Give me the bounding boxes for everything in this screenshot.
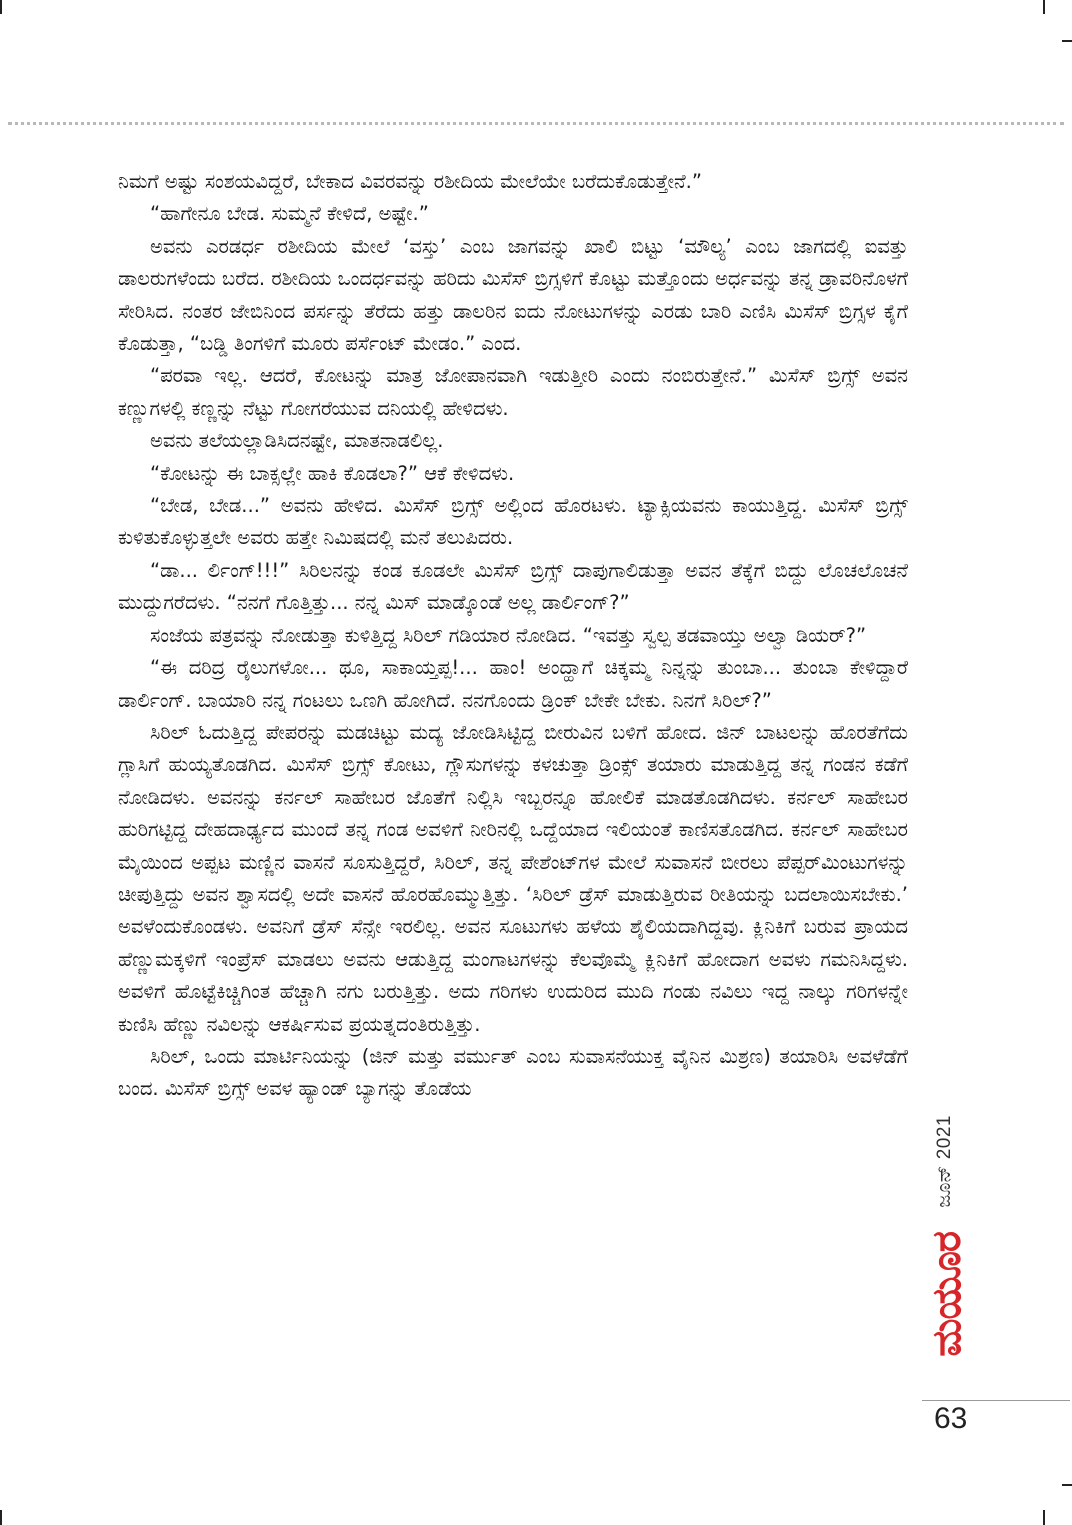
page-number-rule — [922, 1400, 1070, 1401]
magazine-logo: ಮಯೂರ — [924, 1232, 970, 1357]
paragraph: ಸಿರಿಲ್, ಒಂದು ಮಾರ್ಟಿನಿಯನ್ನು (ಜಿನ್ ಮತ್ತು ವರ್ಮುತ್ ಎಂಬ ಸುವಾಸನೆಯುಕ್ತ ವೈನಿನ ಮಿಶ್ರಣ) ತಯಾರಿಸಿ ಅವಳೆಡೆಗೆ ಬಂದ. ಮಿಸೆಸ್ ಬ್ರಿಗ್ಸ್ ಅವಳ ಹ್ಯಾಂಡ್ ಬ್ಯಾಗನ್ನು ತೊಡೆಯ — [118, 1044, 908, 1101]
paragraph: ಸಂಜೆಯ ಪತ್ರವನ್ನು ನೋಡುತ್ತಾ ಕುಳಿತ್ತಿದ್ದ ಸಿರಿಲ್ ಗಡಿಯಾರ ನೋಡಿದ. “ಇವತ್ತು ಸ್ವಲ್ಪ ತಡವಾಯ್ತು ಅಲ್ವಾ ಡಿಯರ್?” — [150, 623, 867, 647]
crop-mark-top-left — [0, 0, 2, 14]
paragraph: “ಪರವಾ ಇಲ್ಲ. ಆದರೆ, ಕೋಟನ್ನು ಮಾತ್ರ ಜೋಪಾನವಾಗಿ ಇಡುತ್ತೀರಿ ಎಂದು ನಂಬಿರುತ್ತೇನೆ.” ಮಿಸೆಸ್ ಬ್ರಿಗ್ಸ್ ಅವನ ಕಣ್ಣುಗಳಲ್ಲಿ ಕಣ್ಣನ್ನು ನೆಟ್ಟು ಗೋಗರೆಯುವ ದನಿಯಲ್ಲಿ ಹೇಳಿದಳು. — [118, 364, 908, 420]
crop-mark-right-top — [1062, 40, 1072, 42]
paragraph: ಅವನು ತಲೆಯಲ್ಲಾಡಿಸಿದನಷ್ಟೇ, ಮಾತನಾಡಲಿಲ್ಲ. — [150, 429, 444, 453]
paragraph: “ಕೋಟನ್ನು ಈ ಬಾಕ್ಸಲ್ಲೇ ಹಾಕಿ ಕೊಡಲಾ?” ಆಕೆ ಕೇಳಿದಳು. — [150, 461, 515, 485]
crop-mark-right-bottom — [1062, 1484, 1072, 1486]
dotted-separator — [8, 122, 1064, 125]
crop-mark-bottom-right — [1043, 1510, 1045, 1525]
issue-month: ಜೂನ್ 2021 — [934, 1115, 955, 1208]
crop-mark-bottom-left — [0, 1510, 2, 1525]
article-body — [118, 166, 908, 1106]
page-number: 63 — [934, 1402, 968, 1435]
paragraph: “ಹಾಗೇನೂ ಬೇಡ. ಸುಮ್ಮನೆ ಕೇಳಿದೆ, ಅಷ್ಟೇ.” — [150, 202, 429, 226]
crop-mark-top-right — [1043, 0, 1045, 14]
paragraph: “ಬೇಡ, ಬೇಡ...” ಅವನು ಹೇಳಿದ. ಮಿಸೆಸ್ ಬ್ರಿಗ್ಸ್ ಅಲ್ಲಿಂದ ಹೊರಟಳು. ಟ್ಯಾಕ್ಸಿಯವನು ಕಾಯುತ್ತಿದ್ದ. ಮಿಸೆಸ್ ಬ್ರಿಗ್ಸ್ ಕುಳಿತುಕೊಳ್ಳುತ್ತಲೇ ಅವರು ಹತ್ತೇ ನಿಮಿಷದಲ್ಲಿ ಮನೆ ತಲುಪಿದರು. — [118, 494, 908, 550]
paragraph: ಸಿರಿಲ್ ಓದುತ್ತಿದ್ದ ಪೇಪರನ್ನು ಮಡಚಿಟ್ಟು ಮದ್ಯ ಜೋಡಿಸಿಟ್ಟಿದ್ದ ಬೀರುವಿನ ಬಳಿಗೆ ಹೋದ. ಜಿನ್ ಬಾಟಲನ್ನು ಹೊರತೆಗೆದು ಗ್ಲಾಸಿಗೆ ಹುಯ್ಯತೊಡಗಿದ. ಮಿಸೆಸ್ ಬ್ರಿಗ್ಸ್ ಕೋಟು, ಗ್ಲೌಸುಗಳನ್ನು ಕಳಚುತ್ತಾ ಡ್ರಿಂಕ್ಸ್ ತಯಾರು ಮಾಡುತ್ತಿದ್ದ ತನ್ನ ಗಂಡನ ಕಡೆಗೆ ನೋಡಿದಳು. ಅವನನ್ನು ಕರ್ನಲ್ ಸಾಹೇಬರ ಜೊತೆಗೆ ನಿಲ್ಲಿಸಿ ಇಬ್ಬರನ್ನೂ ಹೋಲಿಕೆ ಮಾಡತೊಡಗಿದಳು. ಕರ್ನಲ್ ಸಾಹೇಬರ ಹುರಿಗಟ್ಟಿದ್ದ ದೇಹದಾರ್ಢ್ಯದ ಮುಂದೆ ತನ್ನ ಗಂಡ ಅವಳಿಗೆ ನೀರಿನಲ್ಲಿ ಒದ್ದೆಯಾದ ಇಲಿಯಂತೆ ಕಾಣಿಸತೊಡಗಿದ. ಕರ್ನಲ್ ಸಾಹೇಬರ ಮೈಯಿಂದ ಅಪ್ಪಟ ಮಣ್ಣಿನ ವಾಸನೆ ಸೂಸುತ್ತಿದ್ದರೆ, ಸಿರಿಲ್, ತನ್ನ ಪೇಶೆಂಟ್‌ಗಳ ಮೇಲೆ ಸುವಾಸನೆ ಬೀರಲು ಪೆಪ್ಪರ್‌ಮಿಂಟುಗಳನ್ನು ಚೀಪುತ್ತಿದ್ದು ಅವನ ಶ್ವಾಸದಲ್ಲಿ ಅದೇ ವಾಸನೆ ಹೊರಹೊಮ್ಮುತ್ತಿತ್ತು. ‘ಸಿರಿಲ್ ಡ್ರೆಸ್ ಮಾಡುತ್ತಿರುವ ರೀತಿಯನ್ನು ಬದಲಾಯಿಸಬೇಕು.’ ಅವಳೆಂದುಕೊಂಡಳು. ಅವನಿಗೆ ಡ್ರೆಸ್ ಸೆನ್ಸೇ ಇರಲಿಲ್ಲ. ಅವನ ಸೂಟುಗಳು ಹಳೆಯ ಶೈಲಿಯದಾಗಿದ್ದವು. ಕ್ಲಿನಿಕಿಗೆ ಬರುವ ಪ್ರಾಯದ ಹೆಣ್ಣುಮಕ್ಕಳಿಗೆ ಇಂಪ್ರೆಸ್ ಮಾಡಲು ಅವನು ಆಡುತ್ತಿದ್ದ ಮಂಗಾಟಗಳನ್ನು ಕೆಲವೊಮ್ಮೆ ಕ್ಲಿನಿಕಿಗೆ ಹೋದಾಗ ಅವಳು ಗಮನಿಸಿದ್ದಳು. ಅವಳಿಗೆ ಹೊಟ್ಟೆಕಿಚ್ಚಿಗಿಂತ ಹೆಚ್ಚಾಗಿ ನಗು ಬರುತ್ತಿತ್ತು. ಅದು ಗರಿಗಳು ಉದುರಿದ ಮುದಿ ಗಂಡು ನವಿಲು ಇದ್ದ ನಾಲ್ಕು ಗರಿಗಳನ್ನೇ ಕುಣಿಸಿ ಹೆಣ್ಣು ನವಿಲನ್ನು ಆಕರ್ಷಿಸುವ ಪ್ರಯತ್ನದಂತಿರುತ್ತಿತ್ತು. — [118, 720, 908, 1036]
paragraph: ಅವನು ಎರಡರ್ಧ ರಶೀದಿಯ ಮೇಲೆ ‘ವಸ್ತು’ ಎಂಬ ಜಾಗವನ್ನು ಖಾಲಿ ಬಿಟ್ಟು ‘ಮೌಲ್ಯ’ ಎಂಬ ಜಾಗದಲ್ಲಿ ಐವತ್ತು ಡಾಲರುಗಳೆಂದು ಬರೆದ. ರಶೀದಿಯ ಒಂದರ್ಧವನ್ನು ಹರಿದು ಮಿಸೆಸ್ ಬ್ರಿಗ್ಸಳಿಗೆ ಕೊಟ್ಟು ಮತ್ತೊಂದು ಅರ್ಧವನ್ನು ತನ್ನ ಡ್ರಾವರಿನೊಳಗೆ ಸೇರಿಸಿದ. ನಂತರ ಜೇಬಿನಿಂದ ಪರ್ಸನ್ನು ತೆರೆದು ಹತ್ತು ಡಾಲರಿನ ಐದು ನೋಟುಗಳನ್ನು ಎರಡು ಬಾರಿ ಎಣಿಸಿ ಮಿಸೆಸ್ ಬ್ರಿಗ್ಸಳ ಕೈಗೆ ಕೊಡುತ್ತಾ, “ಬಡ್ಡಿ ತಿಂಗಳಿಗೆ ಮೂರು ಪರ್ಸೆಂಟ್ ಮೇಡಂ.” ಎಂದ. — [118, 234, 908, 356]
paragraph: “ಈ ದರಿದ್ರ ರೈಲುಗಳೋ... ಥೂ, ಸಾಕಾಯ್ತಪ್ಪ!... ಹಾಂ! ಅಂದ್ಹಾಗೆ ಚಿಕ್ಕಮ್ಮ ನಿನ್ನನ್ನು ತುಂಬಾ... ತುಂಬಾ ಕೇಳಿದ್ದಾರೆ ಡಾರ್ಲಿಂಗ್. ಬಾಯಾರಿ ನನ್ನ ಗಂಟಲು ಒಣಗಿ ಹೋಗಿದೆ. ನನಗೊಂದು ಡ್ರಿಂಕ್ ಬೇಕೇ ಬೇಕು. ನಿನಗೆ ಸಿರಿಲ್?” — [118, 656, 908, 712]
paragraph: ನಿಮಗೆ ಅಷ್ಟು ಸಂಶಯವಿದ್ದರೆ, ಬೇಕಾದ ವಿವರವನ್ನು ರಶೀದಿಯ ಮೇಲೆಯೇ ಬರೆದುಕೊಡುತ್ತೇನೆ.” — [118, 170, 702, 193]
paragraph: “ಡಾ... ರ್ಲಿಂಗ್!!!” ಸಿರಿಲನನ್ನು ಕಂಡ ಕೂಡಲೇ ಮಿಸೆಸ್ ಬ್ರಿಗ್ಸ್ ದಾಪುಗಾಲಿಡುತ್ತಾ ಅವನ ತೆಕ್ಕೆಗೆ ಬಿದ್ದು ಲೊಚಲೊಚನೆ ಮುದ್ದುಗರೆದಳು. “ನನಗೆ ಗೊತ್ತಿತ್ತು... ನನ್ನ ಮಿಸ್ ಮಾಡ್ಕೊಂಡೆ ಅಲ್ಲ ಡಾರ್ಲಿಂಗ್?” — [118, 558, 908, 615]
